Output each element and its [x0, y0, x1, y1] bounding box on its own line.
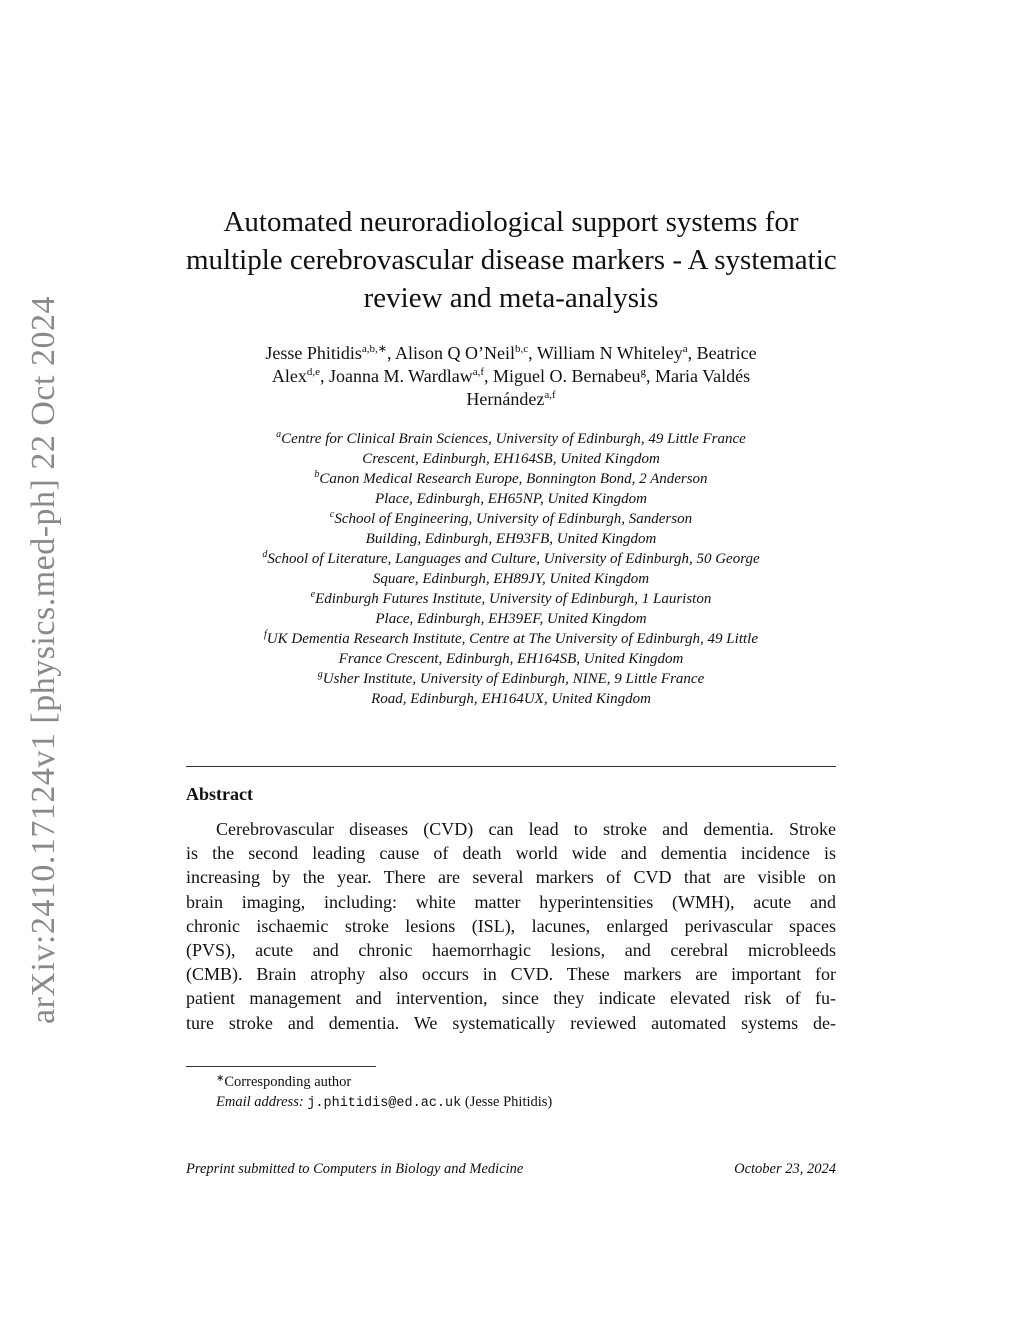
footnotes: [216, 1072, 552, 1114]
affiliation-line: Road, Edinburgh, EH164UX, United Kingdom: [371, 691, 651, 707]
affiliation-mark: b: [314, 469, 320, 480]
affiliation-mark: f: [264, 629, 267, 640]
abstract-top-rule: [186, 766, 836, 767]
author-line: [186, 365, 836, 388]
abstract-line: chronic ischaemic stroke lesions (ISL), lacunes, enlarged perivascular spaces: [186, 915, 836, 936]
affiliation-line: Crescent, Edinburgh, EH164SB, United Kingdom: [362, 451, 660, 467]
affiliation-text: Usher Institute, University of Edinburgh, NINE, 9 Little France: [322, 671, 705, 687]
author-affil-mark: a,b,∗: [361, 343, 388, 355]
affiliation-mark: d: [262, 549, 268, 560]
author-affil-mark: b,c: [515, 343, 529, 355]
affiliation-line: Building, Edinburgh, EH93FB, United Kingdom: [365, 531, 657, 547]
author-name: , Alison Q O’Neil: [387, 343, 516, 363]
affiliation-line: [186, 509, 836, 529]
author-affil-mark: a: [682, 343, 688, 355]
author-name: , Joanna M. Wardlaw: [320, 366, 473, 386]
preprint-date: October 23, 2024: [734, 1161, 836, 1177]
affiliation-mark: c: [329, 509, 335, 520]
affiliation-line: Place, Edinburgh, EH65NP, United Kingdom: [374, 491, 648, 507]
author-name: , Beatrice: [687, 343, 757, 363]
author-affil-mark: g: [640, 366, 646, 378]
affiliation-line: [186, 549, 836, 569]
preprint-footer: [186, 1161, 836, 1178]
affiliation-text: School of Literature, Languages and Culture, University of Edinburgh, 50 George: [267, 551, 760, 567]
email-owner: (Jesse Phitidis): [464, 1094, 553, 1110]
affiliation-mark: e: [310, 589, 316, 600]
abstract-line: (CMB). Brain atrophy also occurs in CVD. These markers are important for: [186, 964, 836, 985]
affiliation-line: France Crescent, Edinburgh, EH164SB, United Kingdom: [338, 651, 684, 667]
author-line: [186, 388, 836, 411]
author-affil-mark: d,e: [306, 366, 321, 378]
footnote-corresponding-text: Corresponding author: [224, 1074, 352, 1090]
affiliation-line: [186, 629, 836, 649]
author-affil-mark: a,f: [472, 366, 484, 378]
affiliation-text: UK Dementia Research Institute, Centre at The University of Edinburgh, 49 Little: [266, 631, 758, 647]
arxiv-identifier-stamp: [18, 296, 70, 1024]
author-affil-mark: a,f: [544, 389, 556, 401]
author-name: , Miguel O. Bernabeu: [484, 366, 641, 386]
footnote-corresponding: [216, 1072, 552, 1092]
footnote-mark: ∗: [216, 1073, 225, 1084]
title-line: Automated neuroradiological support systems for: [223, 206, 799, 238]
abstract-line: Cerebrovascular diseases (CVD) can lead to stroke and dementia. Stroke: [216, 819, 836, 839]
affiliation-text: Canon Medical Research Europe, Bonnington Bond, 2 Anderson: [319, 471, 708, 487]
affiliation-line: [186, 669, 836, 689]
affiliation-text: Centre for Clinical Brain Sciences, University of Edinburgh, 49 Little France: [281, 431, 746, 447]
affiliation-mark: a: [276, 429, 282, 440]
abstract-line: brain imaging, including: white matter hyperintensities (WMH), acute and: [186, 891, 836, 912]
author-name: Jesse Phitidis: [265, 343, 362, 363]
footnote-rule: [186, 1066, 376, 1067]
affiliation-text: School of Engineering, University of Edinburgh, Sanderson: [334, 511, 693, 527]
affiliation-text: Edinburgh Futures Institute, University of Edinburgh, 1 Lauriston: [315, 591, 712, 607]
abstract-body: [186, 817, 836, 1035]
abstract-line: increasing by the year. There are several markers of CVD that are visible on: [186, 867, 836, 888]
affiliation-list: [186, 429, 836, 709]
abstract-heading: Abstract: [186, 784, 253, 804]
affiliation-line: [186, 469, 836, 489]
affiliation-line: Place, Edinburgh, EH39EF, United Kingdom: [375, 611, 647, 627]
email-link[interactable]: j.phitidis@ed.ac.uk: [307, 1096, 462, 1111]
title-line: review and meta-analysis: [363, 282, 659, 314]
author-name: , Maria Valdés: [645, 366, 751, 386]
abstract-line: is the second leading cause of death world wide and dementia incidence is: [186, 843, 836, 864]
author-list: [186, 342, 836, 411]
author-line: [186, 342, 836, 365]
paper-title: [186, 203, 836, 317]
preprint-journal: Preprint submitted to Computers in Biology and Medicine: [186, 1161, 524, 1177]
affiliation-line: [186, 429, 836, 449]
author-name: Hernández: [466, 389, 545, 409]
affiliation-line: Square, Edinburgh, EH89JY, United Kingdom: [372, 571, 650, 587]
affiliation-line: [186, 589, 836, 609]
abstract-line: patient management and intervention, since they indicate elevated risk of fu-: [186, 988, 836, 1009]
author-name: , William N Whiteley: [528, 343, 683, 363]
title-line: multiple cerebrovascular disease markers - A systematic: [186, 244, 837, 276]
abstract-line: ture stroke and dementia. We systematically reviewed automated systems de-: [186, 1012, 836, 1033]
arxiv-identifier-text: arXiv:2410.17124v1 [physics.med-ph] 22 Oct 2024: [25, 296, 62, 1024]
abstract-line: (PVS), acute and chronic haemorrhagic lesions, and cerebral microbleeds: [186, 940, 836, 961]
email-label: Email address:: [216, 1094, 304, 1110]
affiliation-mark: g: [317, 669, 323, 680]
author-name: Alex: [271, 366, 307, 386]
footnote-email: [216, 1092, 552, 1114]
